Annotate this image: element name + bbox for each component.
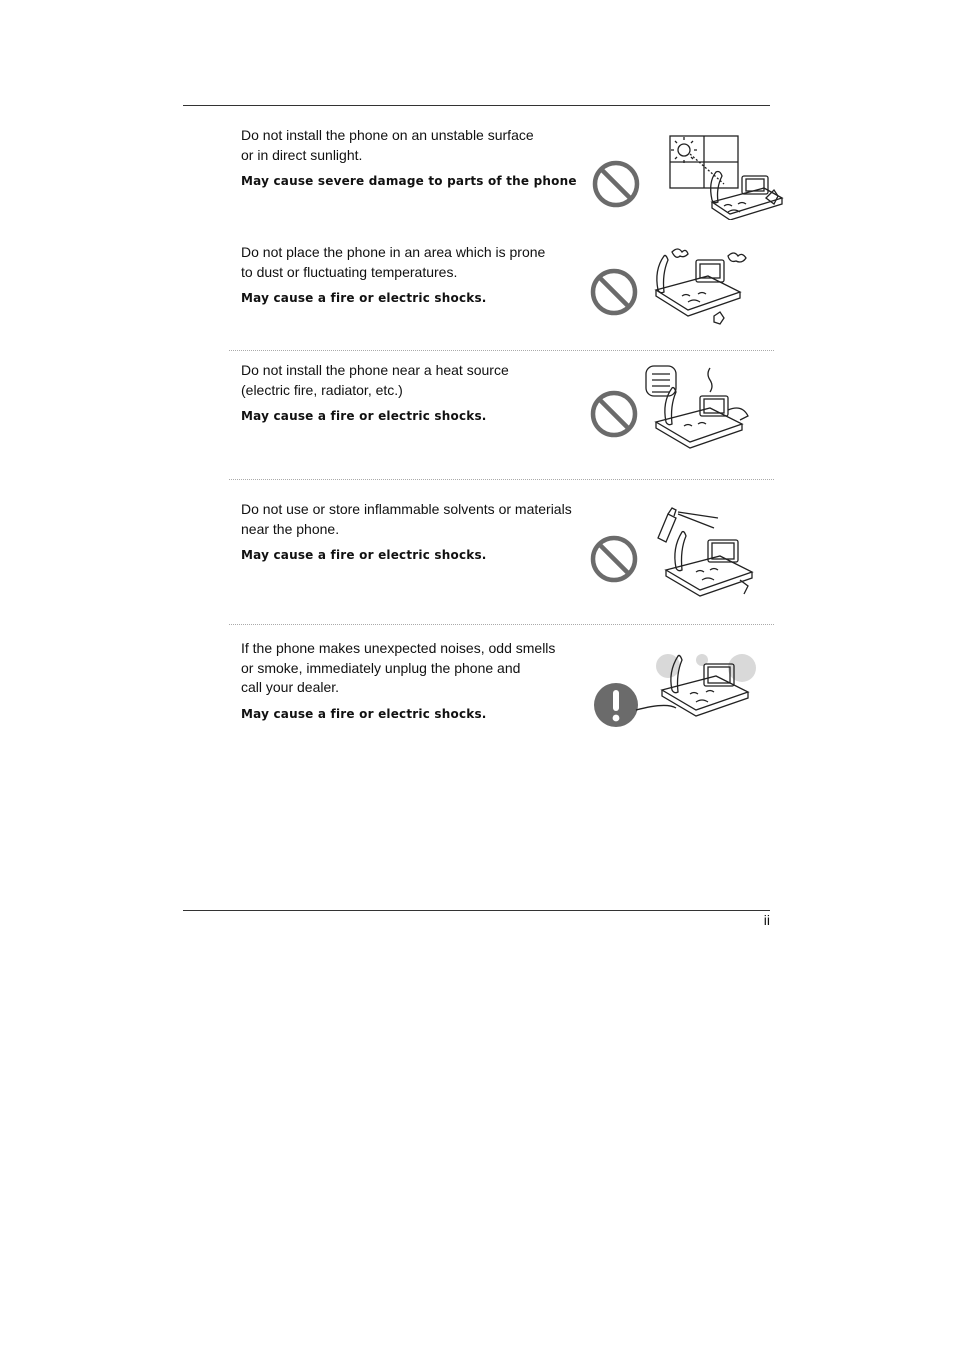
page-number: ii <box>763 912 770 928</box>
phone-dust-illustration <box>648 246 752 330</box>
instruction-text: Do not install the phone near a heat source (electric fire, radiator, etc.) <box>241 362 509 398</box>
safety-item-2 <box>241 243 581 305</box>
prohibition-icon <box>588 266 640 318</box>
instruction-text: If the phone makes unexpected noises, odd smells or smoke, immediately unplug the phone and call your dealer. <box>241 640 556 695</box>
phone-smoke-illustration <box>632 650 760 722</box>
phone-heat-source-illustration <box>642 362 756 454</box>
instruction-text: Do not place the phone in an area which is prone to dust or fluctuating temperatures. <box>241 244 546 280</box>
consequence-text: May cause a fire or electric shocks. <box>241 548 487 562</box>
section-divider <box>229 624 774 625</box>
phone-sunlight-illustration <box>664 132 788 220</box>
safety-item-3 <box>241 361 581 423</box>
consequence-text: May cause severe damage to parts of the phone <box>241 174 577 188</box>
consequence-text: May cause a fire or electric shocks. <box>241 291 487 305</box>
section-divider <box>229 350 774 351</box>
phone-solvent-illustration <box>652 506 760 600</box>
safety-item-4 <box>241 500 581 562</box>
prohibition-icon <box>588 388 640 440</box>
consequence-text: May cause a fire or electric shocks. <box>241 409 487 423</box>
prohibition-icon <box>590 158 642 210</box>
instruction-text: Do not use or store inflammable solvents or materials near the phone. <box>241 501 572 537</box>
safety-item-1 <box>241 126 581 188</box>
bottom-rule <box>183 910 770 911</box>
section-divider <box>229 479 774 480</box>
safety-item-5 <box>241 639 581 721</box>
consequence-text: May cause a fire or electric shocks. <box>241 706 487 721</box>
prohibition-icon <box>588 533 640 585</box>
instruction-text: Do not install the phone on an unstable surface or in direct sunlight. <box>241 127 534 163</box>
top-rule <box>183 105 770 106</box>
